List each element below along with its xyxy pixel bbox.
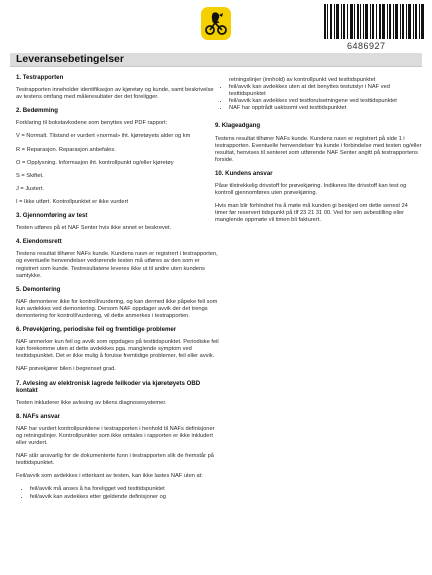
section-provekjoring [16,326,219,373]
section-obd [16,380,219,407]
bullet-list [16,486,219,500]
list-item: • feil/avvik må anses å ha foreligget ved testtidspunktet [30,486,219,493]
section-heading: 6. Prøvekjøring, periodiske feil og fremtidige problemer [16,326,177,334]
code-definition: R = Reparasjon. Reparasjon anbefales. [16,146,116,153]
barcode [324,4,424,39]
title-bar [10,53,422,67]
paragraph: NAF anmerker kun feil og avvik som oppdages på testtidspunktet. Periodiske feil kan forekomme uten at dette avdekkes pga. manglende symptom ved testtidspunktet. Det er ikke mulig å forutse fremtidige problemer, feil eller avvik. [16,339,219,360]
lion-on-bicycle-icon [204,10,228,37]
paragraph: Testrapporten inneholder identifikasjon av kjøretøy og kunde, samt beskrivelse av testens omfang med måleresultater der det foreligger. [16,87,214,101]
section-heading: 7. Avlesing av elektronisk lagrede feilkoder via kjøretøyets OBD kontakt [16,379,201,394]
code-definition: S = Skiftet. [16,172,44,179]
code-definition: O = Opplysning. Informasjon iht. kontrollpunkt og/eller kjøretøy [16,159,174,166]
paragraph: Påse tilstrekkelig drivstoff for prøvekjøring. Indikeres lite drivstoff kan test og kontroll gjennomføres uten prøvekjøring. [215,183,407,197]
list-item: • feil/avvik kan avdekkes etter gjeldende definisjoner og [30,494,219,501]
section-heading: 10. Kundens ansvar [215,169,273,177]
list-item: • feil/avvik kan avdekkes ved testforutsetningene ved testtidspunktet [229,98,422,105]
paragraph: NAF har vurdert kontrollpunktene i testrapporten i henhold til NAFs definisjoner og retningslinjer. Kontrollpunkter som ikke omtales i rapporten er ikke inkludert eller vurdert. [16,425,215,447]
bullet-list [215,84,422,112]
paragraph: Testens resultat tilhører NAFs kunde. Kundens navn er registrert i testrapporten, og eventuelle henvendelser vedrørende testen må utføres av den som er registrert som kunde. Testresultatene leveres ikke ut til andre uten kundens samtykke. [16,251,218,279]
code-definition: I = Ikke utført. Kontrollpunktet er ikke vurdert [16,198,129,205]
bullet-list-continued [215,77,422,84]
section-kundens-ansvar [215,170,422,225]
right-column [215,77,422,231]
left-column [16,74,219,507]
page-title: Leveransebetingelser [16,53,124,65]
paragraph: Testen utføres på et NAF Senter hvis ikke annet er beskrevet. [16,225,172,232]
section-eiendomsrett [16,238,219,279]
paragraph: Testens resultat tilhører NAFs kunde. Kundens navn er registrert på side 1 i testrapporten. Eventuelle henvendelser fra kunde i forbindelse med testen og/eller resultat, henvises til senteret som utførende NAF Senter angitt på testrapportens forside. [215,135,422,163]
paragraph: NAF demonterer ikke for kontroll/vurdering, og kan dermed ikke påpeke feil som kun avdekkes ved demontering. Dersom NAF oppdager avvik der det trengs demontering for kontroll/vurdering, vil dette anmerkes i testrapporten. [16,298,218,319]
section-gjennomforing [16,212,219,232]
section-heading: 3. Gjennomføring av test [16,212,88,220]
section-heading: 2. Bedømming [16,107,58,115]
paragraph: Hvis man blir forhindret fra å møte må kunden gi beskjed om dette senest 24 timer før reservert tidspunkt på tlf 23 21 31 00. Ved for sen avbestilling eller manglende oppmøte vil timen bli fakturert. [215,203,408,224]
naf-logo [201,7,231,40]
code-definition: J = Justert. [16,185,44,192]
section-testrapporten [16,74,219,101]
list-item: • NAF har opptrådt uaktsomt ved testtidspunktet [229,105,422,112]
section-heading: 9. Klageadgang [215,122,261,130]
paragraph: Feil/avvik som avdekkes i etterkant av testen, kan ikke lastes NAF uten at: [16,473,203,480]
paragraph: NAF prøvekjører bilen i begrenset grad. [16,366,116,373]
paragraph: Forklaring til bokstavkodene som benyttes ved PDF rapport: [16,120,168,127]
section-heading: 8. NAFs ansvar [16,412,61,420]
section-klageadgang [215,122,422,163]
section-bedomming [16,107,219,206]
list-item-continuation: retningslinjer (innhold) av kontrollpunkt ved testtidspunktet [229,77,376,83]
list-item: • feil/avvik kan avdekkes uten at det benyttes testutstyr i NAF ved testtidspunktet [229,84,422,98]
section-heading: 4. Eiendomsrett [16,238,62,246]
paragraph: NAF står ansvarlig for de dokumenterte funn i testrapporten slik de fremstår på testtidspunktet. [16,453,214,467]
section-heading: 5. Demontering [16,285,61,293]
paragraph: Testen inkluderer ikke avlesing av bilens diagnosesystemer. [16,399,167,406]
section-heading: 1. Testrapporten [16,74,64,81]
section-nafs-ansvar [16,413,219,501]
code-definition: V = Normalt. Tilstand er vurdert «normal» iht. kjøretøyets alder og km [16,133,191,140]
barcode-number: 6486927 [347,41,386,51]
section-demontering [16,286,219,320]
